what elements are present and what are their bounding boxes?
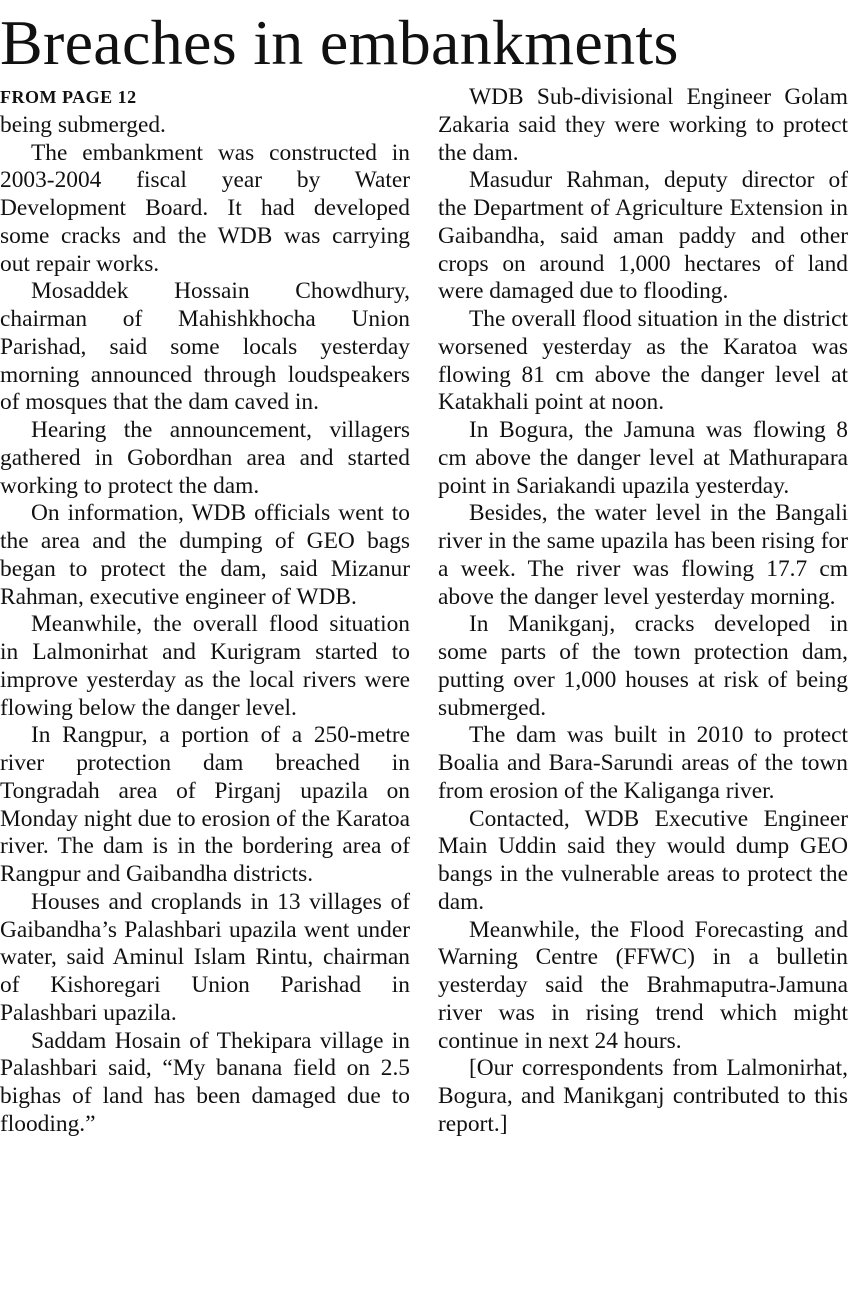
paragraph: On information, WDB officials went to the area and the dumping of GEO bags began to protect the dam, said Mizanur Rahman, executive engineer of WDB. — [0, 500, 410, 610]
paragraph: The embankment was constructed in 2003-2004 fiscal year by Water Development Board. It had developed some cracks and the WDB was carrying out repair works. — [0, 139, 410, 277]
paragraph: WDB Sub-divisional Engineer Golam Zakaria said they were working to protect the dam. — [438, 84, 848, 166]
paragraph: The dam was built in 2010 to protect Boalia and Bara-Sarundi areas of the town from erosion of the Kaliganga river. — [438, 722, 848, 804]
paragraph: [Our correspondents from Lalmonirhat, Bogura, and Manikganj contributed to this report.] — [438, 1055, 848, 1137]
left-column — [0, 84, 410, 1139]
paragraph: Masudur Rahman, deputy director of the Department of Agriculture Extension in Gaibandha, said aman paddy and other crops on around 1,000 hectares of land were damaged due to flooding. — [438, 167, 848, 305]
paragraph: Besides, the water level in the Bangali river in the same upazila has been rising for a week. The river was flowing 17.7 cm above the danger level yesterday morning. — [438, 500, 848, 610]
paragraph: Mosaddek Hossain Chowdhury, chairman of Mahishkhocha Union Parishad, said some locals yesterday morning announced through loudspeakers of mosques that the dam caved in. — [0, 278, 410, 416]
paragraph: In Manikganj, cracks developed in some parts of the town protection dam, putting over 1,000 houses at risk of being submerged. — [438, 611, 848, 721]
paragraph: Houses and croplands in 13 villages of Gaibandha’s Palashbari upazila went under water, said Aminul Islam Rintu, chairman of Kishoregari Union Parishad in Palashbari upazila. — [0, 888, 410, 1026]
paragraph: The overall flood situation in the district worsened yesterday as the Karatoa was flowing 81 cm above the danger level at Katakhali point at noon. — [438, 306, 848, 416]
paragraph: Contacted, WDB Executive Engineer Main Uddin said they would dump GEO bangs in the vulnerable areas to protect the dam. — [438, 805, 848, 915]
right-column — [438, 84, 848, 1139]
paragraph: Meanwhile, the Flood Forecasting and Warning Centre (FFWC) in a bulletin yesterday said the Brahmaputra-Jamuna river was in rising trend which might continue in next 24 hours. — [438, 916, 848, 1054]
paragraph: In Rangpur, a portion of a 250-metre river protection dam breached in Tongradah area of Pirganj upazila on Monday night due to erosion of the Karatoa river. The dam is in the bordering area of Rangpur and Gaibandha districts. — [0, 722, 410, 887]
continuation-dateline: FROM PAGE 12 — [0, 87, 137, 107]
paragraph: Hearing the announcement, villagers gathered in Gobordhan area and started working to protect the dam. — [0, 417, 410, 499]
paragraph: Meanwhile, the overall flood situation in Lalmonirhat and Kurigram started to improve yesterday as the local rivers were flowing below the danger level. — [0, 611, 410, 721]
paragraph: being submerged. — [0, 111, 166, 138]
paragraph: In Bogura, the Jamuna was flowing 8 cm above the danger level at Mathurapara point in Sariakandi upazila yesterday. — [438, 417, 848, 499]
headline: Breaches in embankments — [0, 7, 679, 78]
paragraph: Saddam Hosain of Thekipara village in Palashbari said, “My banana field on 2.5 bighas of land has been damaged due to flooding.” — [0, 1027, 410, 1137]
